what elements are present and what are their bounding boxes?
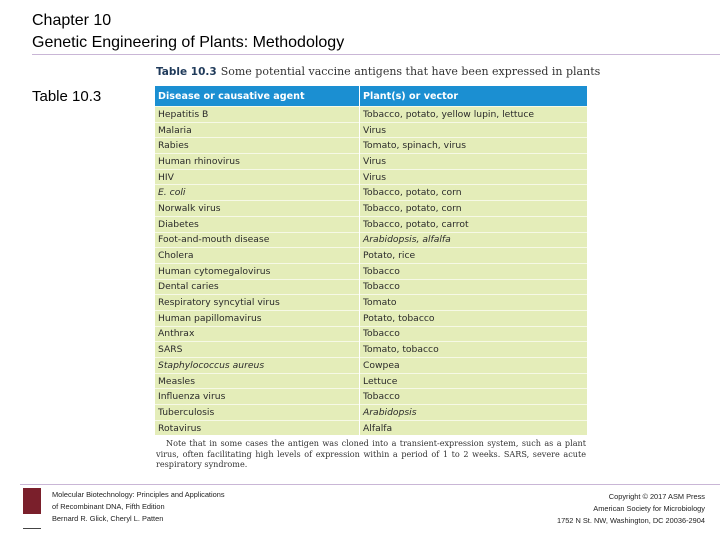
table-row <box>155 248 587 264</box>
table-row <box>155 185 587 201</box>
chapter-number: Chapter 10 <box>32 12 112 29</box>
table-row <box>155 295 587 311</box>
disease-cell: Tuberculosis <box>155 405 360 421</box>
table-row <box>155 201 587 217</box>
disease-cell: Dental caries <box>155 279 360 295</box>
disease-cell: HIV <box>155 169 360 185</box>
plant-cell: Tobacco <box>360 263 588 279</box>
footer-divider <box>20 484 720 485</box>
plant-cell: Tobacco <box>360 326 588 342</box>
asm-press-logo <box>23 488 43 532</box>
table-row <box>155 138 587 154</box>
footer-copyright <box>557 491 705 527</box>
table-row <box>155 373 587 389</box>
plant-cell: Tobacco <box>360 389 588 405</box>
table-caption-text: Some potential vaccine antigens that have been expressed in plants <box>220 65 601 78</box>
table-row <box>155 263 587 279</box>
plant-cell: Tomato <box>360 295 588 311</box>
disease-cell: Measles <box>155 373 360 389</box>
table-row <box>155 232 587 248</box>
plant-cell: Arabidopsis, alfalfa <box>360 232 588 248</box>
footer-book-info <box>52 489 225 525</box>
table-row <box>155 216 587 232</box>
table-row <box>155 169 587 185</box>
footer-line: American Society for Microbiology <box>593 504 705 513</box>
plant-cell: Potato, rice <box>360 248 588 264</box>
column-header-plant: Plant(s) or vector <box>360 86 588 107</box>
plant-cell: Lettuce <box>360 373 588 389</box>
logo-wordmark <box>23 516 41 529</box>
disease-cell: E. coli <box>155 185 360 201</box>
microscope-icon <box>23 488 41 514</box>
plant-cell: Tobacco <box>360 279 588 295</box>
vaccine-antigens-table <box>155 86 587 435</box>
table-row <box>155 326 587 342</box>
disease-cell: Norwalk virus <box>155 201 360 217</box>
chapter-title: Genetic Engineering of Plants: Methodology <box>32 34 345 51</box>
table-row <box>155 342 587 358</box>
plant-cell: Tomato, spinach, virus <box>360 138 588 154</box>
disease-cell: Anthrax <box>155 326 360 342</box>
disease-cell: SARS <box>155 342 360 358</box>
plant-cell: Arabidopsis <box>360 405 588 421</box>
table-row <box>155 107 587 123</box>
header-divider <box>32 54 720 55</box>
plant-cell: Tobacco, potato, corn <box>360 201 588 217</box>
column-header-disease: Disease or causative agent <box>155 86 360 107</box>
plant-cell: Cowpea <box>360 358 588 374</box>
disease-cell: Human cytomegalovirus <box>155 263 360 279</box>
disease-cell: Influenza virus <box>155 389 360 405</box>
table-row <box>155 358 587 374</box>
table-row <box>155 154 587 170</box>
table-note: Note that in some cases the antigen was cloned into a transient-expression system, such as a plant virus, often facilitating high levels of expression within a period of 1 to 2 weeks. SARS, severe acute respiratory syndrome. <box>156 438 586 469</box>
disease-cell: Rotavirus <box>155 420 360 435</box>
plant-cell: Tobacco, potato, yellow lupin, lettuce <box>360 107 588 123</box>
disease-cell: Cholera <box>155 248 360 264</box>
table-caption <box>156 65 600 78</box>
footer-line: Copyright © 2017 ASM Press <box>608 492 705 501</box>
table-row <box>155 389 587 405</box>
disease-cell: Malaria <box>155 122 360 138</box>
table-number: Table 10.3 <box>156 66 217 78</box>
plant-cell: Virus <box>360 154 588 170</box>
disease-cell: Hepatitis B <box>155 107 360 123</box>
plant-cell: Tomato, tobacco <box>360 342 588 358</box>
disease-cell: Human rhinovirus <box>155 154 360 170</box>
table-header-row <box>155 86 587 107</box>
table-row <box>155 279 587 295</box>
slide-title <box>32 10 344 54</box>
plant-cell: Tobacco, potato, corn <box>360 185 588 201</box>
disease-cell: Respiratory syncytial virus <box>155 295 360 311</box>
plant-cell: Potato, tobacco <box>360 310 588 326</box>
disease-cell: Rabies <box>155 138 360 154</box>
disease-cell: Foot-and-mouth disease <box>155 232 360 248</box>
table-row <box>155 420 587 435</box>
plant-cell: Alfalfa <box>360 420 588 435</box>
plant-cell: Tobacco, potato, carrot <box>360 216 588 232</box>
disease-cell: Human papillomavirus <box>155 310 360 326</box>
footer-line: of Recombinant DNA, Fifth Edition <box>52 502 165 511</box>
footer-line: Bernard R. Glick, Cheryl L. Patten <box>52 514 164 523</box>
footer-line: 1752 N St. NW, Washington, DC 20036-2904 <box>556 516 705 525</box>
table-row <box>155 310 587 326</box>
plant-cell: Virus <box>360 169 588 185</box>
footer-line: Molecular Biotechnology: Principles and Applications <box>52 490 225 499</box>
disease-cell: Diabetes <box>155 216 360 232</box>
slide-label: Table 10.3 <box>32 88 102 105</box>
table-row <box>155 122 587 138</box>
plant-cell: Virus <box>360 122 588 138</box>
disease-cell: Staphylococcus aureus <box>155 358 360 374</box>
table-row <box>155 405 587 421</box>
